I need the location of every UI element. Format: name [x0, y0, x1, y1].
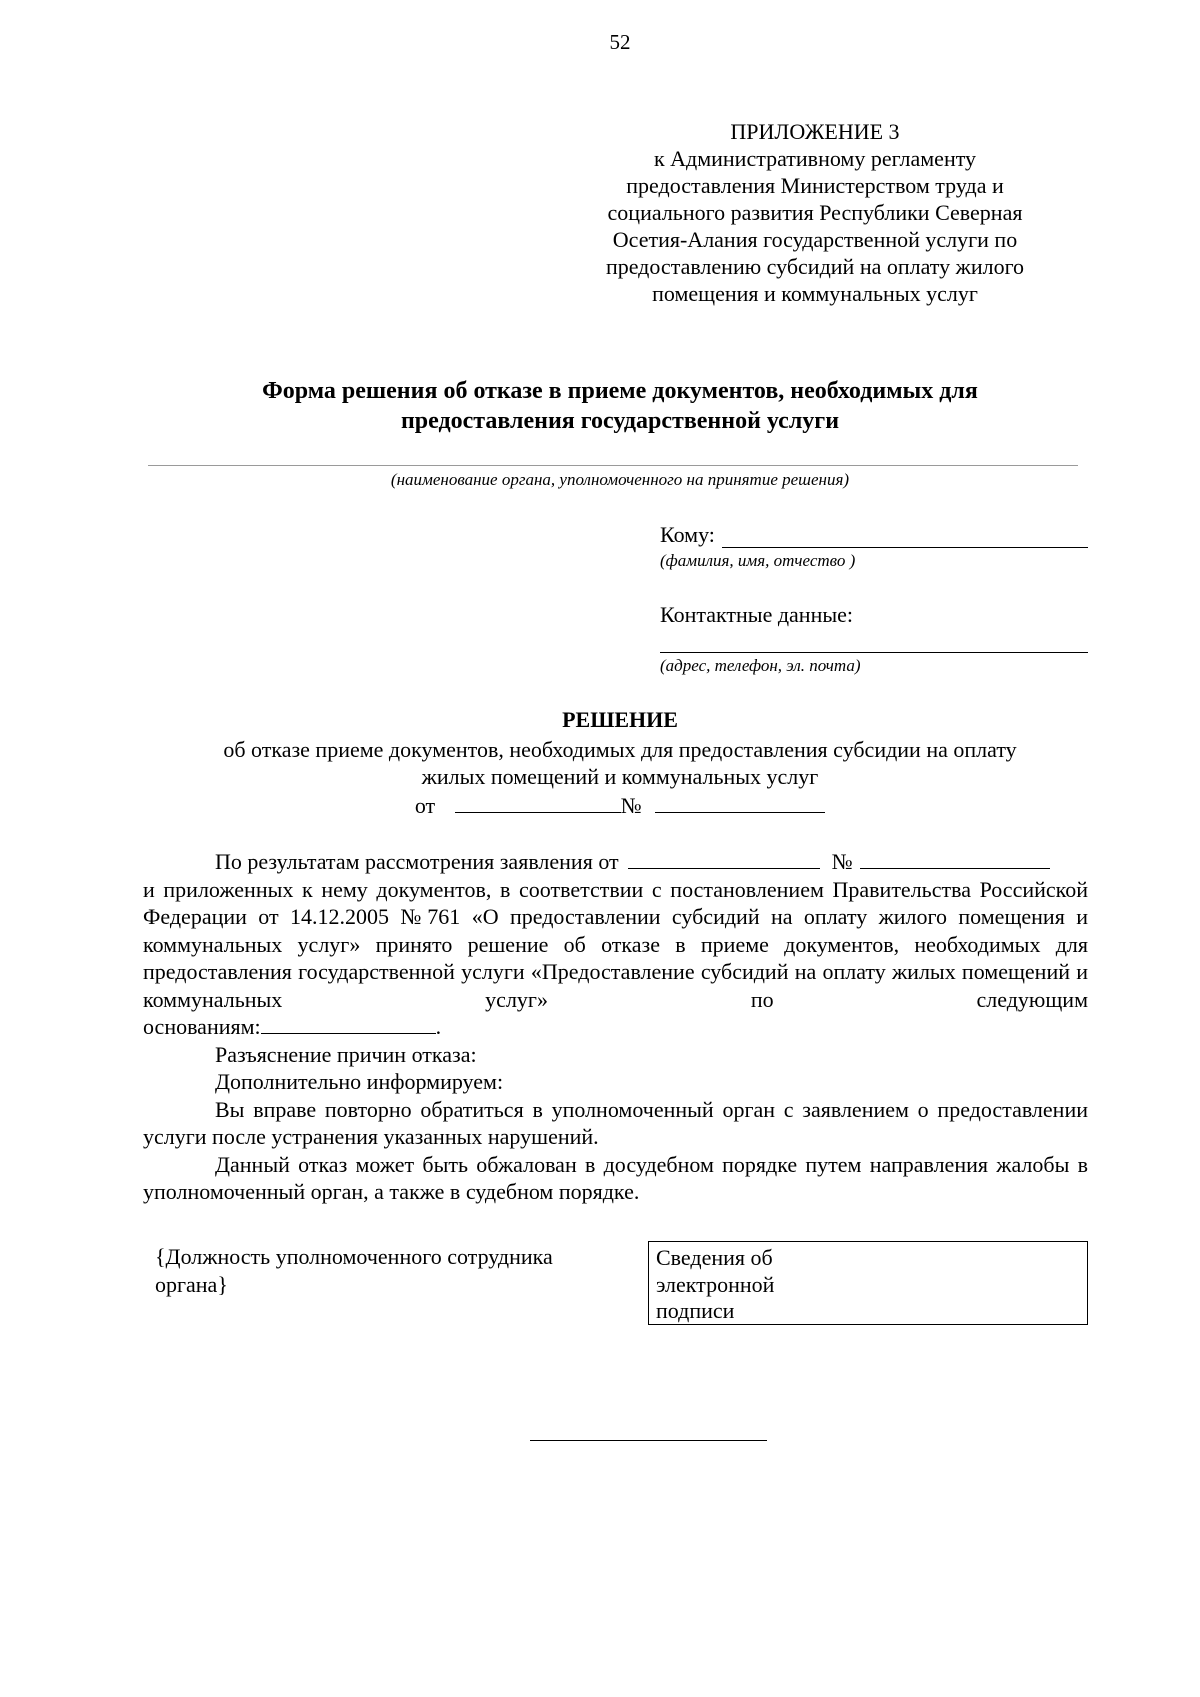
- form-title-line: Форма решения об отказе в приеме документов, необходимых для: [262, 378, 978, 404]
- decision-body: [143, 848, 1088, 1206]
- signature-box-line: электронной: [656, 1271, 775, 1297]
- application-date-prefix: По результатам рассмотрения заявления от: [215, 849, 619, 874]
- appendix-header: [560, 118, 1070, 307]
- application-number-sign: №: [831, 849, 853, 874]
- decision-number-blank: [655, 792, 825, 813]
- appendix-line: предоставления Министерством труда и: [626, 173, 1004, 198]
- decision-subtitle-line: об отказе приеме документов, необходимых для предоставления субсидии на оплату: [223, 737, 1017, 762]
- decision-heading: РЕШЕНИЕ: [562, 707, 678, 732]
- recipient-caption: (фамилия, имя, отчество ): [660, 551, 856, 570]
- appendix-line: ПРИЛОЖЕНИЕ 3: [730, 119, 900, 144]
- signature-box-line: Сведения об: [656, 1245, 773, 1270]
- contact-label: Контактные данные:: [660, 602, 853, 627]
- decision-number-sign: №: [620, 793, 642, 818]
- recipient-field-line: [722, 547, 1088, 548]
- appendix-line: предоставлению субсидий на оплату жилого: [605, 254, 1025, 279]
- end-of-document-rule: [530, 1440, 767, 1441]
- signer-position-line: органа}: [155, 1271, 228, 1297]
- grounds-label: основаниям:: [143, 1014, 261, 1039]
- contact-caption: (адрес, телефон, эл. почта): [660, 656, 861, 675]
- decision-date-prefix: от: [414, 793, 436, 818]
- decision-subtitle: [140, 736, 1100, 790]
- org-name-caption: (наименование органа, уполномоченного на принятие решения): [390, 470, 850, 489]
- page-number: 52: [609, 30, 631, 54]
- electronic-signature-box: [648, 1241, 1088, 1325]
- reapply-paragraph: Вы вправе повторно обратиться в уполномоченный орган с заявлением о предоставлении услуги после устранения указанных нарушений.: [143, 1096, 1088, 1149]
- appendix-line: социального развития Республики Северная: [607, 200, 1023, 225]
- contact-field-line: [660, 652, 1088, 653]
- grounds-blank: [261, 1013, 436, 1034]
- grounds-end: .: [435, 1014, 442, 1039]
- decision-date-row: [0, 792, 1200, 819]
- application-date-blank: [628, 848, 820, 869]
- appendix-line: к Административному регламенту: [653, 146, 977, 171]
- form-title: [140, 376, 1100, 436]
- appendix-line: помещения и коммунальных услуг: [652, 281, 978, 306]
- signature-box-line: подписи: [656, 1298, 735, 1323]
- appeal-paragraph: Данный отказ может быть обжалован в досудебном порядке путем направления жалобы в уполномоченный орган, а также в судебном порядке.: [143, 1151, 1088, 1204]
- org-name-field-line: [148, 465, 1078, 466]
- body-paragraph-application: [143, 848, 1088, 876]
- decision-subtitle-line: жилых помещений и коммунальных услуг: [421, 764, 819, 789]
- application-number-blank: [860, 848, 1050, 869]
- form-title-line: предоставления государственной услуги: [400, 408, 840, 434]
- signer-position-line: {Должность уполномоченного сотрудника: [155, 1244, 553, 1269]
- appendix-line: Осетия-Алания государственной услуги по: [612, 227, 1018, 252]
- signer-position: [155, 1243, 615, 1298]
- recipient-label: Кому:: [660, 522, 715, 547]
- reasons-label: Разъяснение причин отказа:: [215, 1041, 477, 1067]
- body-paragraph-grounds: и приложенных к нему документов, в соответствии с постановлением Правительства Российской Федерации от 14.12.2005 №761 «О предоставлении субсидий на оплату жилого помещения и коммунальных услуг» принято решение об отказе в приеме документов, необходимых для предоставления государственной услуги «Предоставление субсидий на оплату жилых помещений и коммунальных услуг» по следующим: [143, 876, 1088, 1012]
- additional-info-label: Дополнительно информируем:: [215, 1069, 504, 1094]
- decision-date-blank: [455, 792, 621, 813]
- body-grounds-row: [143, 1013, 1088, 1041]
